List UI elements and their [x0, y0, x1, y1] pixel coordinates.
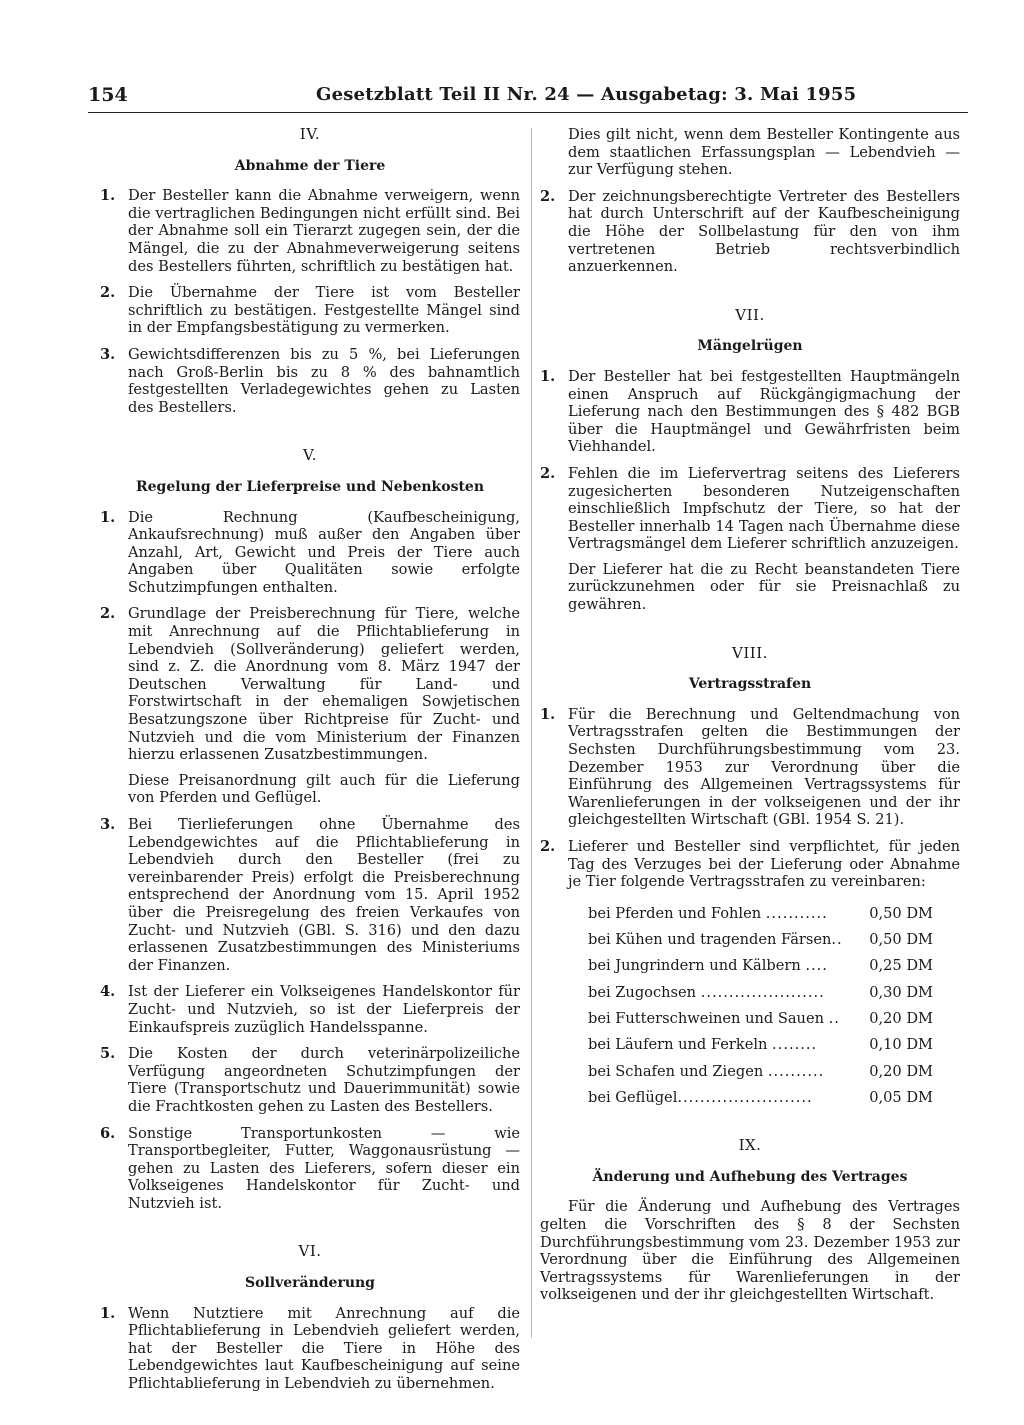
rate-label: [588, 901, 853, 927]
rate-label: [588, 927, 853, 953]
item-number: 4.: [100, 983, 116, 1001]
item-text: Wenn Nutztiere mit Anrechnung auf die Pflichtablieferung in Lebendvieh geliefert werden, hat der Besteller die Tiere in Höhe des Lebendgewichtes laut Kaufbescheinigung auf seine Pflichtablieferung in Lebendvieh zu übernehmen.: [128, 1304, 520, 1393]
table-row: [588, 927, 933, 953]
item-text: Sonstige Transportunkosten — wie Transportbegleiter, Futter, Waggonausrüstung — gehen zu Lasten des Lieferers, sofern dieser ein Volkseigenes Handelskontor für Zucht- und Nutzvieh ist.: [128, 1124, 520, 1212]
item-text: Ist der Lieferer ein Volkseigenes Handelskontor für Zucht- und Nutzvieh, so ist der Lieferpreis der Einkaufspreis zuzüglich Handelsspanne.: [128, 983, 520, 1036]
rate-label-text: bei Kühen und tragenden Färsen: [588, 931, 832, 949]
item-subparagraph: Diese Preisanordnung gilt auch für die Lieferung von Pferden und Geflügel.: [128, 771, 520, 807]
item-number: 2.: [540, 464, 556, 482]
rate-label: [588, 1085, 853, 1111]
leader-dots: ........: [772, 1036, 818, 1054]
table-row: [588, 901, 933, 927]
page-header: [88, 84, 968, 110]
page-number: 154: [88, 84, 128, 106]
leader-dots: ......................: [700, 983, 825, 1001]
rate-label-text: bei Zugochsen: [588, 983, 697, 1001]
item-number: 1.: [540, 367, 556, 385]
rate-value: 0,10 DM: [869, 1036, 933, 1054]
list-item: [100, 1045, 520, 1115]
item-text: [128, 605, 520, 807]
rate-label: [588, 1059, 853, 1085]
list-item: [100, 983, 520, 1036]
item-text: Die Kosten der durch veterinärpolizeiliche Verfügung angeordneten Schutzimpfungen der Tiere (Transportschutz und Dauerimmunität) sowie die Frachtkosten gehen zu Lasten des Bestellers.: [128, 1045, 520, 1115]
rate-value: 0,25 DM: [869, 957, 933, 975]
list-item: [540, 838, 960, 891]
leader-dots: ..........: [767, 1062, 825, 1080]
rate-label: [588, 953, 853, 979]
list-item: [540, 706, 960, 829]
item-text: Gewichtsdifferenzen bis zu 5 %, bei Lieferungen nach Groß-Berlin bis zu 8 % des bahnamtlich festgestellten Verladegewichtes gehen zu Lasten des Bestellers.: [128, 345, 520, 416]
leader-dots: ........................: [677, 1088, 813, 1106]
item-text: [568, 465, 960, 614]
item-text: Der Besteller kann die Abnahme verweigern, wenn die vertraglichen Bedingungen nicht erfüllt sind. Bei der Abnahme soll ein Tierarzt zugegen sein, der die Mängel, die zu der Abnahmeverweigerung seitens des Bestellers führten, schriftlich zu bestätigen hat.: [128, 187, 520, 275]
section-title-abnahme: Abnahme der Tiere: [234, 157, 386, 174]
list-item: [100, 509, 520, 597]
leader-dots: ...........: [765, 904, 828, 922]
rate-label: [588, 1032, 853, 1058]
section-title-lieferpreise: Regelung der Lieferpreise und Nebenkosten: [135, 478, 485, 495]
list-item: [540, 188, 960, 276]
item-text: Bei Tierlieferungen ohne Übernahme des Lebendgewichtes auf die Pflichtablieferung in Lebendvieh durch den Besteller (frei zu vereinbarender Preis) erfolgt die Preisberechnung entsprechend der Anordnung vom 15. April 1952 über die Preisregelung des freien Verkaufes von Zucht- und Nutzvieh (GBl. S. 316) und den dazu erlassenen Zusatzbestimmungen des Ministeriums der Finanzen.: [128, 816, 520, 974]
continuation-paragraph: Dies gilt nicht, wenn dem Besteller Kontingente aus dem staatlichen Erfassungsplan — Lebendvieh — zur Verfügung stehen.: [568, 126, 960, 179]
item-text: Lieferer und Besteller sind verpflichtet, für jeden Tag des Verzuges bei der Lieferung oder Abnahme je Tier folgende Vertragsstrafen zu vereinbaren:: [568, 838, 960, 891]
section-title-sollveraenderung: Sollveränderung: [245, 1275, 375, 1292]
rate-value: 0,30 DM: [869, 983, 933, 1001]
gazette-title: Gesetzblatt Teil II Nr. 24 — Ausgabetag: 3. Mai 1955: [316, 84, 857, 105]
section-number-viii: VIII.: [732, 643, 768, 662]
leader-dots: ....: [805, 957, 828, 975]
table-row: [588, 1006, 933, 1032]
list-item: [100, 816, 520, 974]
section-number-v: V.: [303, 446, 317, 465]
rate-label: [588, 980, 853, 1006]
table-row: [588, 1032, 933, 1058]
item-text: Für die Berechnung und Geltendmachung von Vertragsstrafen gelten die Bestimmungen der Sechsten Durchführungsbestimmung vom 23. Dezember 1953 zur Verordnung über die Einführung des Allgemeinen Vertragssystems für Warenlieferungen in der volkseigenen und der ihr gleichgestellten Wirtschaft (GBl. 1954 S. 21).: [568, 705, 960, 829]
item-paragraph: Fehlen die im Liefervertrag seitens des Lieferers zugesicherten besonderen Nutzeigenschaften einschließlich Impfschutz der Tiere, so hat der Besteller innerhalb 14 Tagen nach Übernahme diese Vertragsmängel dem Lieferer schriftlich anzuzeigen.: [568, 464, 960, 553]
item-number: 3.: [100, 816, 116, 833]
rate-label: [588, 1006, 853, 1032]
list-item: [100, 346, 520, 416]
table-row: [588, 1085, 933, 1111]
list-item: [540, 465, 960, 614]
table-row: [588, 953, 933, 979]
list-item: [100, 284, 520, 337]
list-item: [100, 605, 520, 807]
item-number: 1.: [100, 508, 116, 526]
leader-dots: ..: [828, 1009, 840, 1027]
header-rule: [88, 112, 968, 113]
list-item: [100, 1305, 520, 1393]
rate-label-text: bei Schafen und Ziegen: [588, 1062, 764, 1080]
item-number: 2.: [540, 838, 556, 855]
section-number-ix: IX.: [738, 1136, 762, 1155]
item-number: 6.: [100, 1124, 116, 1142]
list-item: [100, 187, 520, 275]
item-number: 1.: [100, 187, 116, 205]
item-number: 3.: [100, 345, 116, 363]
rate-value: 0,50 DM: [869, 904, 933, 922]
item-number: 5.: [100, 1045, 116, 1063]
rate-value: 0,05 DM: [869, 1088, 933, 1106]
rate-value: 0,20 DM: [869, 1009, 933, 1027]
item-number: 1.: [100, 1304, 116, 1322]
section-number-vii: VII.: [735, 305, 765, 324]
item-paragraph: Grundlage der Preisberechnung für Tiere, welche mit Anrechnung auf die Pflichtablieferung in Lebendvieh (Sollveränderung) geliefert werden, sind z. Z. die Anordnung vom 8. März 1947 der Deutschen Verwaltung für Land- und Forstwirtschaft in der ehemaligen Sowjetischen Besatzungszone über Richtpreise für Zucht- und Nutzvieh und die vom Ministerium der Finanzen hierzu erlassenen Zusatzbestimmungen.: [128, 605, 520, 764]
leader-dots: ..: [831, 931, 843, 949]
item-number: 2.: [100, 284, 116, 302]
rate-value: 0,50 DM: [869, 931, 933, 949]
rate-label-text: bei Jungrindern und Kälbern: [588, 957, 801, 975]
column-divider: [531, 128, 532, 1338]
rate-value: 0,20 DM: [869, 1062, 933, 1080]
right-column: [540, 126, 960, 1304]
list-item: [540, 368, 960, 456]
rate-label-text: bei Futterschweinen und Sauen: [588, 1009, 824, 1027]
table-row: [588, 980, 933, 1006]
item-number: 2.: [540, 187, 556, 205]
table-row: [588, 1059, 933, 1085]
rate-label-text: bei Pferden und Fohlen: [588, 904, 762, 922]
rate-label-text: bei Läufern und Ferkeln: [588, 1036, 768, 1054]
item-text: Die Rechnung (Kaufbescheinigung, Ankaufsrechnung) muß außer den Angaben über Anzahl, Art, Gewicht und Preis der Tiere auch Angaben über Qualitäten sowie erfolgte Schutzimpfungen enthalten.: [128, 508, 520, 596]
item-subparagraph: Der Lieferer hat die zu Recht beanstandeten Tiere zurückzunehmen oder für sie Preisnachlaß zu gewähren.: [568, 560, 960, 614]
item-number: 1.: [540, 705, 556, 723]
item-text: Der Besteller hat bei festgestellten Hauptmängeln einen Anspruch auf Rückgängigmachung der Lieferung nach den Bestimmungen des § 482 BGB über die Hauptmängel und Gewährfristen beim Viehhandel.: [568, 367, 960, 456]
item-number: 2.: [100, 605, 116, 623]
section-title-maengelruegen: Mängelrügen: [697, 338, 803, 355]
rate-label-text: bei Geflügel: [588, 1088, 678, 1106]
penalty-rate-table: [588, 901, 933, 1111]
list-item: [100, 1125, 520, 1213]
left-column: [100, 126, 520, 1402]
item-text: Die Übernahme der Tiere ist vom Besteller schriftlich zu bestätigen. Festgestellte Mängel sind in der Empfangsbestätigung zu vermerken.: [128, 284, 520, 337]
item-text: Der zeichnungsberechtigte Vertreter des Bestellers hat durch Unterschrift auf der Kaufbescheinigung die Höhe der Sollbelastung für den von ihm vertretenen Betrieb rechtsverbindlich anzuerkennen.: [568, 187, 960, 276]
section-ix-paragraph: Für die Änderung und Aufhebung des Vertrages gelten die Vorschriften des § 8 der Sechsten Durchführungsbestimmung vom 23. Dezember 1953 zur Verordnung über die Einführung des Allgemeinen Vertragssystems für Warenlieferungen in der volkseigenen und der ihr gleichgestellten Wirtschaft.: [540, 1198, 960, 1304]
section-number-vi: VI.: [298, 1242, 322, 1261]
section-number-iv: IV.: [299, 125, 321, 143]
section-title-vertragsstrafen: Vertragsstrafen: [688, 676, 812, 693]
section-title-aenderung: Änderung und Aufhebung des Vertrages: [592, 1168, 908, 1185]
